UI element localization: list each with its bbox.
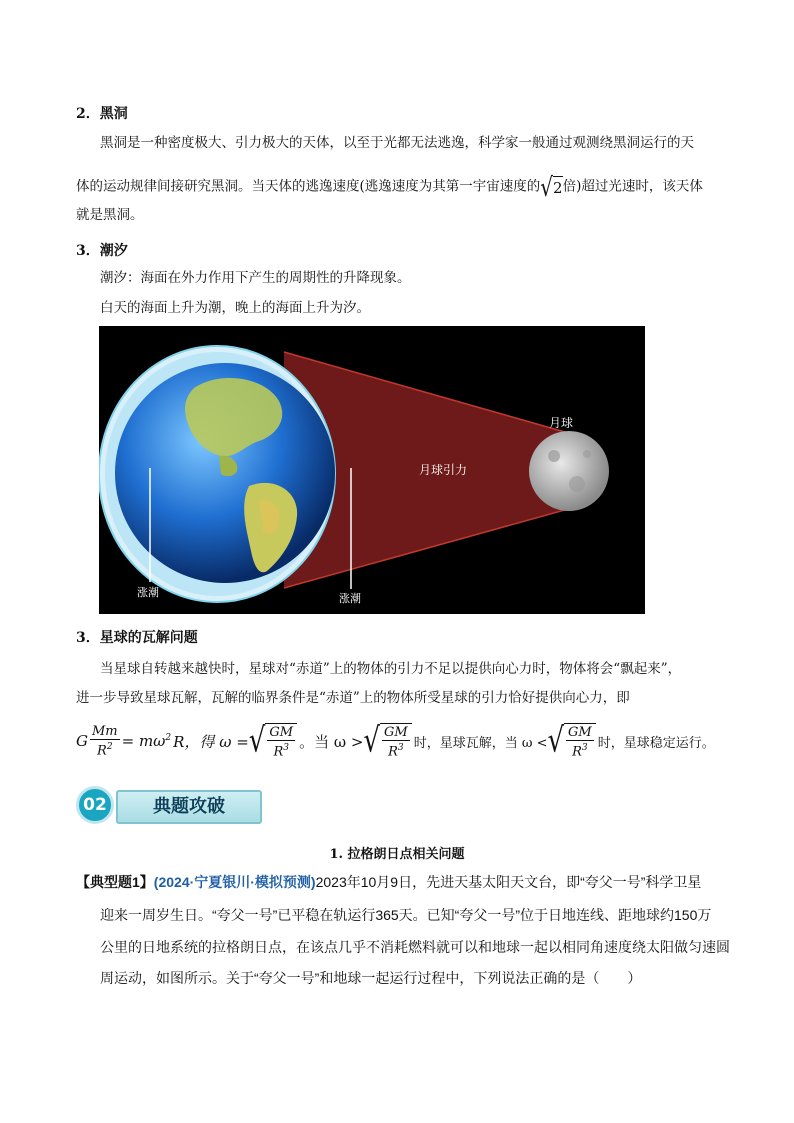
problem-line-2: 迎来一周岁生日。“夸父一号”已平稳在轨运行365天。已知“夸父一号”位于日地连线、距地球约150万 — [100, 907, 712, 923]
problem-line-1-text: 2023年10月9日，先进天基太阳天文台，即“夸父一号”科学卫星 — [315, 874, 702, 890]
breakup-formula — [76, 718, 715, 764]
formula-eq: = $m\omega^2$ — [121, 732, 172, 750]
tide-line-2: 白天的海面上升为潮，晚上的海面上升为汐。 — [100, 300, 370, 316]
blackhole-line-2b: 倍)超过光速时，该天体 — [562, 178, 703, 195]
sqrt-GM-R3-2: √ $\frac{GM}{R^3}$ — [363, 723, 411, 759]
blackhole-line-1: 黑洞是一种密度极大、引力极大的天体，以至于光都无法逃逸，科学家一般通过观测绕黑洞运行的天 — [100, 135, 694, 151]
label-tide-left: 涨潮 — [137, 586, 159, 599]
sqrt-GM-R3-1: √ $\frac{GM}{R^3}$ — [249, 723, 297, 759]
blackhole-line-2a: 体的运动规律间接研究黑洞。当天体的逃逸速度(逃逸速度为其第一宇宙速度的 — [76, 178, 541, 195]
label-moon: 月球 — [549, 416, 574, 430]
section-number: 02 — [83, 795, 107, 815]
breakup-line-1: 当星球自转越来越快时，星球对“赤道”上的物体的引力不足以提供向心力时，物体将会“飘起来”， — [100, 661, 682, 677]
tide-figure — [99, 326, 645, 614]
moon-icon — [529, 431, 609, 511]
section-number-circle — [76, 786, 114, 824]
formula-R: R，得 ω = — [173, 732, 249, 751]
subheading: 1. 拉格朗日点相关问题 — [329, 847, 465, 862]
problem-tag: 【典型题1】 — [76, 874, 154, 890]
section-title-bar — [116, 790, 262, 824]
blackhole-line-2 — [76, 172, 703, 202]
blackhole-line-3: 就是黑洞。 — [76, 207, 144, 223]
frac-Mm-R2: $\frac{Mm}{R^2}$ — [91, 723, 118, 759]
section-badge — [76, 786, 258, 826]
tide-heading: 3．潮汐 — [76, 243, 128, 259]
breakup-heading: 3．星球的瓦解问题 — [76, 630, 198, 646]
text-when1: 。当 ω > — [299, 732, 364, 751]
problem-line-4: 周运动，如图所示。关于“夸父一号”和地球一起运行过程中，下列说法正确的是（ ） — [100, 970, 642, 986]
text-break: 时，星球瓦解，当 ω < — [413, 735, 548, 751]
problem-line-3: 公里的日地系统的拉格朗日点，在该点几乎不消耗燃料就可以和地球一起以相同角速度绕太阳做匀速圆 — [100, 939, 730, 955]
label-gravity: 月球引力 — [419, 463, 468, 477]
breakup-line-2: 进一步导致星球瓦解，瓦解的临界条件是“赤道”上的物体所受星球的引力恰好提供向心力，即 — [76, 690, 630, 706]
tide-illustration — [99, 326, 645, 614]
sqrt-2: √ 2 — [540, 171, 563, 203]
section-title: 典题攻破 — [153, 796, 225, 817]
label-tide-right: 涨潮 — [339, 592, 361, 605]
sqrt-GM-R3-3: √ $\frac{GM}{R^3}$ — [547, 723, 595, 759]
problem-line-1 — [76, 872, 701, 892]
problem-source: (2024·宁夏银川·模拟预测) — [153, 874, 316, 890]
blackhole-heading: 2．黑洞 — [76, 106, 128, 122]
text-stable: 时，星球稳定运行。 — [597, 735, 715, 751]
tide-line-1: 潮汐：海面在外力作用下产生的周期性的升降现象。 — [100, 270, 411, 286]
formula-G: G — [76, 732, 88, 750]
